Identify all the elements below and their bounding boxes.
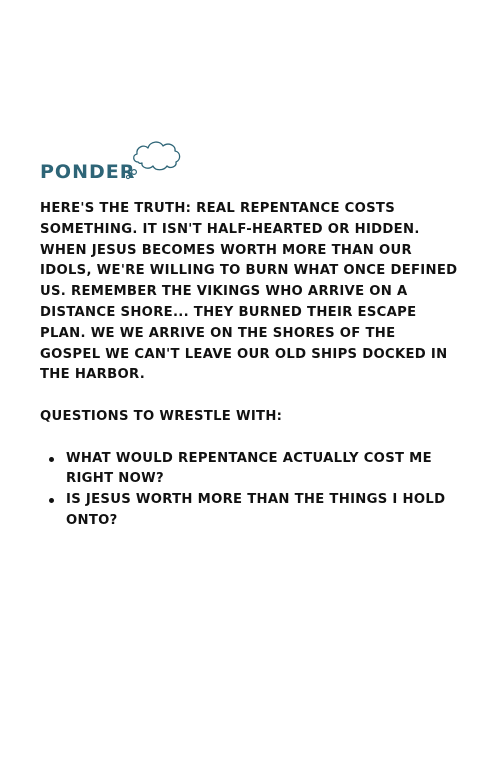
body-paragraph: HERE'S THE TRUTH: REAL REPENTANCE COSTS SOMETHING. IT ISN'T HALF-HEARTED OR HIDDEN. WHEN JESUS BECOMES WORTH MORE THAN OUR IDOLS, WE'RE WILLING TO BURN WHAT ONCE DEFINED US. REMEMBER THE VIKINGS WHO ARRIVE ON A DISTANCE SHORE... THEY BURNED THEIR ESCAPE PLAN. WE WE ARRIVE ON THE SHORES OF THE GOSPEL WE CAN'T LEAVE OUR OLD SHIPS DOCKED IN THE HARBOR. [40,201,458,383]
bullet-icon [49,498,54,503]
bullet-icon [49,457,54,462]
questions-label: QUESTIONS TO WRESTLE WITH: [40,408,283,424]
question-text: IS JESUS WORTH MORE THAN THE THINGS I HOLD ONTO? [66,492,446,528]
questions-list [40,449,460,532]
ponder-content [40,199,460,532]
question-text: WHAT WOULD REPENTANCE ACTUALLY COST ME RIGHT NOW? [66,450,432,487]
list-item [40,449,460,491]
thought-cloud-icon [124,136,184,186]
ponder-header [40,136,200,186]
ponder-title: PONDER [40,161,136,183]
list-item [40,490,460,532]
